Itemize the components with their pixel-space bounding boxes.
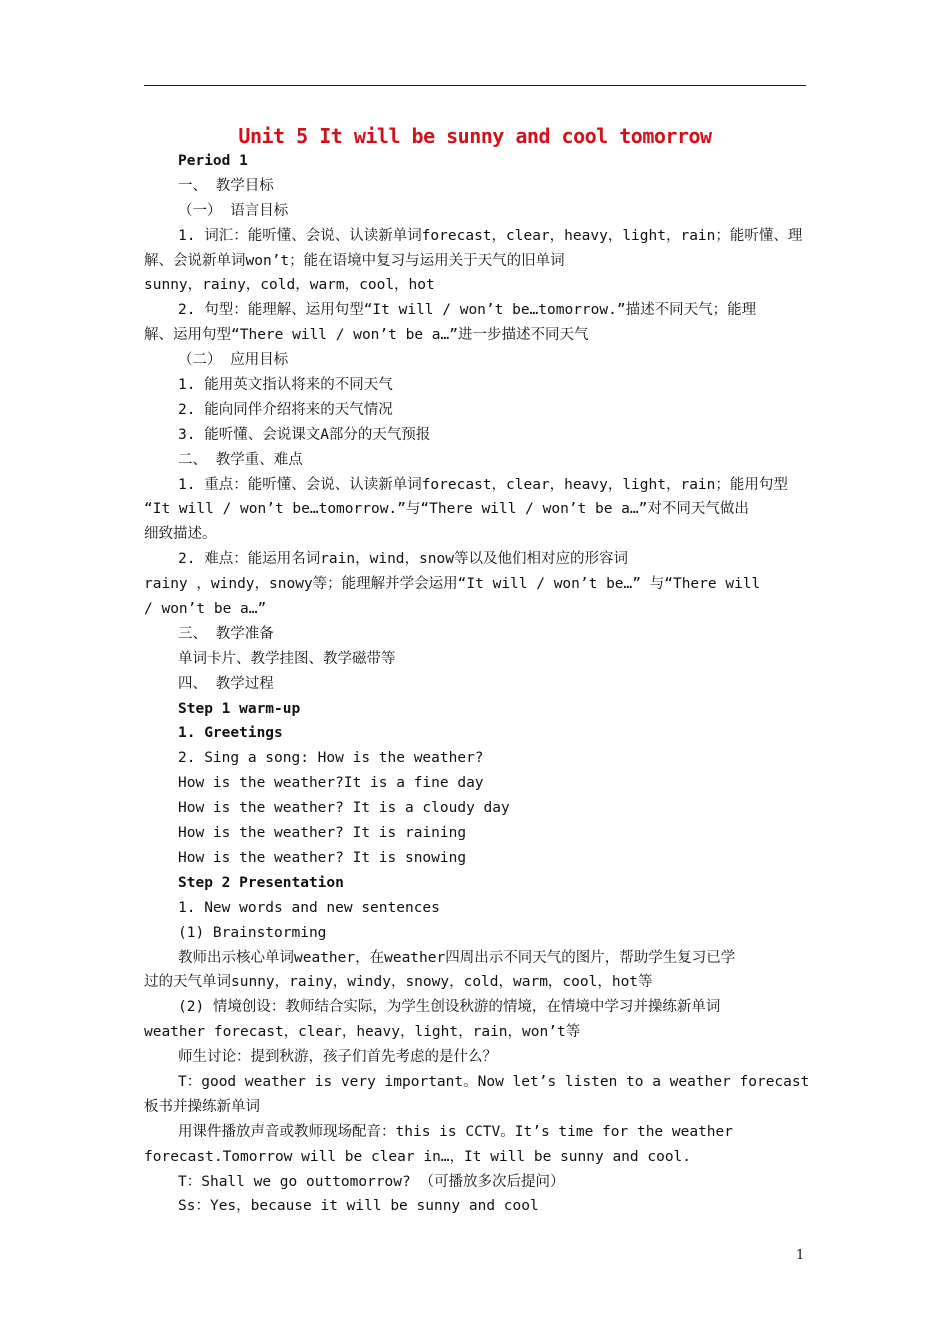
text-line: How is the weather? It is snowing bbox=[178, 849, 467, 866]
text-line: Step 1 warm-up bbox=[178, 700, 301, 717]
text-line: 板书并操练新单词 bbox=[144, 1098, 260, 1115]
text-line: (2) 情境创设：教师结合实际，为学生创设秋游的情境，在情境中学习并操练新单词 bbox=[178, 999, 721, 1016]
text-line: Step 2 Presentation bbox=[178, 874, 344, 891]
text-line: 2. 能向同伴介绍将来的天气情况 bbox=[178, 401, 393, 418]
text-line: T：Shall we go outtomorrow? （可播放多次后提问） bbox=[178, 1173, 565, 1190]
text-line: / won’t be a…” bbox=[144, 601, 267, 618]
text-line: “It will / won’t be…tomorrow.”与“There will / won’t be a…”对不同天气做出 bbox=[144, 501, 749, 518]
document-title: Unit 5 It will be sunny and cool tomorrow bbox=[238, 124, 712, 148]
text-line: forecast.Tomorrow will be clear in…，It will be sunny and cool. bbox=[144, 1148, 692, 1165]
text-line: T：good weather is very important。Now let’s listen to a weather forecast bbox=[178, 1073, 810, 1090]
text-line: 3. 能听懂、会说课文A部分的天气预报 bbox=[178, 426, 431, 443]
text-line: How is the weather?It is a fine day bbox=[178, 775, 484, 792]
text-line: 解、运用句型“There will / won’t be a…”进一步描述不同天气 bbox=[144, 327, 589, 344]
text-line: 过的天气单词sunny，rainy，windy，snowy，cold，warm，cool，hot等 bbox=[144, 974, 653, 991]
text-line: rainy ，windy，snowy等；能理解并学会运用“It will / won’t be…” 与“There will bbox=[144, 576, 761, 593]
text-line: (1) Brainstorming bbox=[178, 924, 327, 941]
text-line: 1. 重点：能听懂、会说、认读新单词forecast，clear，heavy，light，rain；能用句型 bbox=[178, 476, 788, 493]
text-line: 教师出示核心单词weather，在weather四周出示不同天气的图片，帮助学生复习已学 bbox=[178, 949, 736, 966]
text-line: 2. Sing a song: How is the weather? bbox=[178, 750, 484, 767]
text-line: 1. 能用英文指认将来的不同天气 bbox=[178, 377, 393, 394]
text-line: sunny，rainy，cold，warm，cool，hot bbox=[144, 277, 435, 294]
text-line: How is the weather? It is raining bbox=[178, 825, 467, 842]
text-line: 2. 句型：能理解、运用句型“It will / won’t be…tomorrow.”描述不同天气；能理 bbox=[178, 302, 757, 319]
text-line: 解、会说新单词won’t；能在语境中复习与运用关于天气的旧单词 bbox=[144, 252, 565, 269]
text-line: 1. 词汇：能听懂、会说、认读新单词forecast，clear，heavy，light，rain；能听懂、理 bbox=[178, 227, 803, 244]
text-line: 单词卡片、教学挂图、教学磁带等 bbox=[178, 650, 396, 667]
text-line: 三、 教学准备 bbox=[178, 625, 274, 642]
text-line: 1. New words and new sentences bbox=[178, 899, 440, 916]
text-line: 师生讨论：提到秋游，孩子们首先考虑的是什么？ bbox=[178, 1049, 497, 1066]
text-line: 用课件播放声音或教师现场配音：this is CCTV。It’s time for the weather bbox=[178, 1123, 733, 1140]
text-line: 四、 教学过程 bbox=[178, 675, 274, 692]
text-line: （一） 语言目标 bbox=[178, 202, 289, 219]
text-line: Period 1 bbox=[178, 153, 248, 169]
text-line: 二、 教学重、难点 bbox=[178, 451, 303, 468]
text-line: 一、 教学目标 bbox=[178, 177, 274, 194]
text-line: weather forecast，clear，heavy，light，rain，won’t等 bbox=[144, 1024, 581, 1041]
text-line: 2. 难点：能运用名词rain，wind，snow等以及他们相对应的形容词 bbox=[178, 551, 628, 568]
text-line: How is the weather? It is a cloudy day bbox=[178, 800, 510, 817]
text-line: 细致描述。 bbox=[144, 526, 217, 543]
text-line: （二） 应用目标 bbox=[178, 352, 289, 369]
header-rule bbox=[144, 85, 806, 86]
text-line: 1. Greetings bbox=[178, 725, 283, 742]
page-number: 1 bbox=[796, 1248, 805, 1263]
text-line: Ss：Yes，because it will be sunny and cool bbox=[178, 1198, 539, 1215]
document-body bbox=[144, 149, 808, 1219]
